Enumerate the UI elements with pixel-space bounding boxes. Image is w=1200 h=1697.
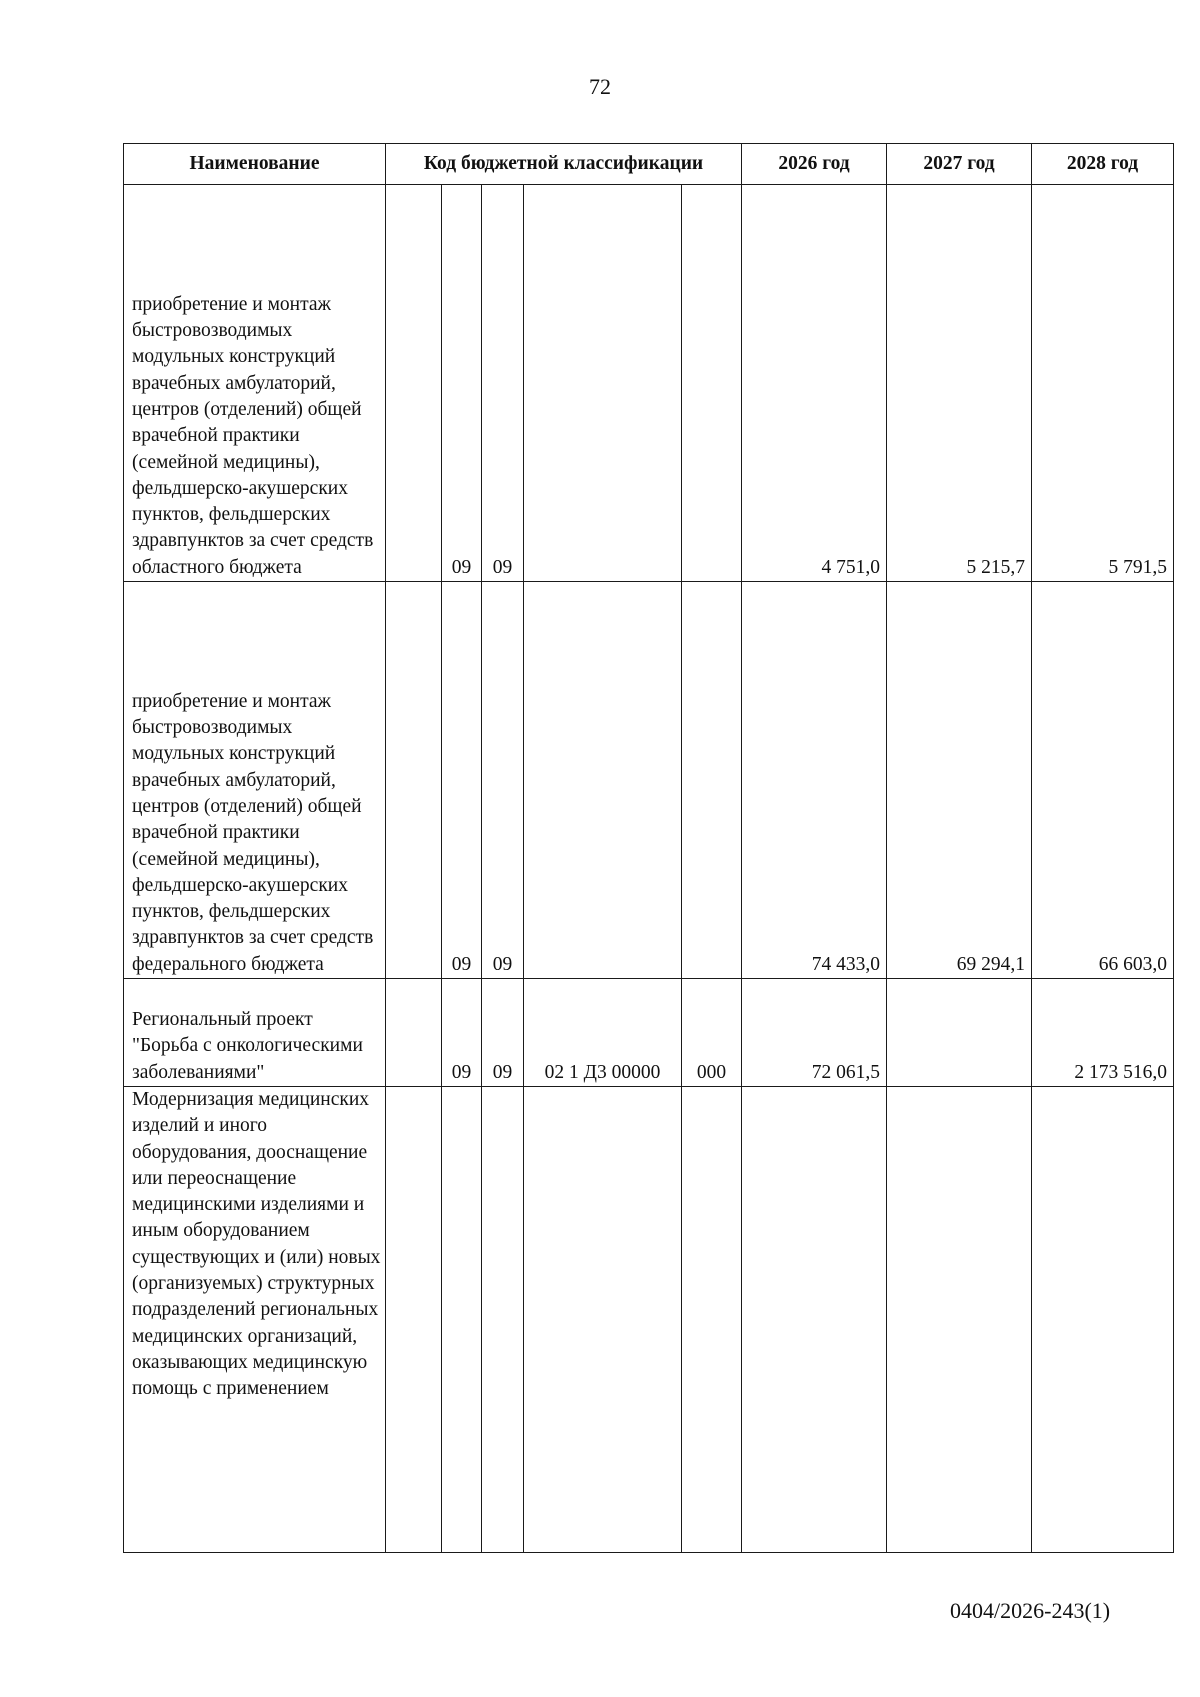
- header-2028: 2028 год: [1032, 144, 1174, 185]
- row-code-subsection: [482, 1087, 524, 1553]
- header-code: Код бюджетной классификации: [386, 144, 742, 185]
- row-value-2026: 72 061,5: [742, 979, 887, 1087]
- row-name: Модернизация медицинских изделий и иного оборудования, дооснащение или переоснащение медицинскими изделиями и иным оборудованием существующих и (или) новых (организуемых) структурных подразделений региональных медицинских организаций, оказывающих медицинскую помощь с применением: [124, 1087, 386, 1553]
- row-value-2028: 66 603,0: [1032, 582, 1174, 979]
- table-row: [124, 979, 1174, 1087]
- row-name: приобретение и монтаж быстровозводимых модульных конструкций врачебных амбулаторий, центров (отделений) общей врачебной практики (семейной медицины), фельдшерско-акушерских пунктов, фельдшерских здравпунктов за счет средств федерального бюджета: [124, 582, 386, 979]
- row-code-1: [386, 1087, 442, 1553]
- row-value-2026: [742, 1087, 887, 1553]
- row-value-2027: 5 215,7: [887, 185, 1032, 582]
- row-value-2028: [1032, 1087, 1174, 1553]
- header-name: Наименование: [124, 144, 386, 185]
- row-name: приобретение и монтаж быстровозводимых модульных конструкций врачебных амбулаторий, центров (отделений) общей врачебной практики (семейной медицины), фельдшерско-акушерских пунктов, фельдшерских здравпунктов за счет средств областного бюджета: [124, 185, 386, 582]
- row-value-2027: [887, 979, 1032, 1087]
- row-value-2028: 2 173 516,0: [1032, 979, 1174, 1087]
- page-number: 72: [589, 74, 611, 99]
- row-code-target: 02 1 Д3 00000: [524, 979, 682, 1087]
- row-code-expense-type: [682, 185, 742, 582]
- row-code-subsection: 09: [482, 185, 524, 582]
- table-row: [124, 1087, 1174, 1553]
- header-2026: 2026 год: [742, 144, 887, 185]
- row-code-1: [386, 185, 442, 582]
- table-row: [124, 185, 1174, 582]
- row-code-subsection: 09: [482, 979, 524, 1087]
- row-name: Региональный проект "Борьба с онкологическими заболеваниями": [124, 979, 386, 1087]
- row-value-2026: 4 751,0: [742, 185, 887, 582]
- row-code-target: [524, 185, 682, 582]
- row-code-subsection: 09: [482, 582, 524, 979]
- table-header-row: [124, 144, 1174, 185]
- row-code-section: 09: [442, 582, 482, 979]
- document-code: 0404/2026-243(1): [950, 1598, 1111, 1623]
- row-code-target: [524, 1087, 682, 1553]
- row-code-target: [524, 582, 682, 979]
- row-value-2028: 5 791,5: [1032, 185, 1174, 582]
- budget-table: [123, 143, 1174, 1553]
- row-code-section: 09: [442, 979, 482, 1087]
- row-code-expense-type: 000: [682, 979, 742, 1087]
- row-code-expense-type: [682, 582, 742, 979]
- header-2027: 2027 год: [887, 144, 1032, 185]
- row-code-1: [386, 979, 442, 1087]
- table-row: [124, 582, 1174, 979]
- row-value-2026: 74 433,0: [742, 582, 887, 979]
- row-code-expense-type: [682, 1087, 742, 1553]
- row-value-2027: [887, 1087, 1032, 1553]
- row-code-section: [442, 1087, 482, 1553]
- row-code-1: [386, 582, 442, 979]
- row-value-2027: 69 294,1: [887, 582, 1032, 979]
- row-code-section: 09: [442, 185, 482, 582]
